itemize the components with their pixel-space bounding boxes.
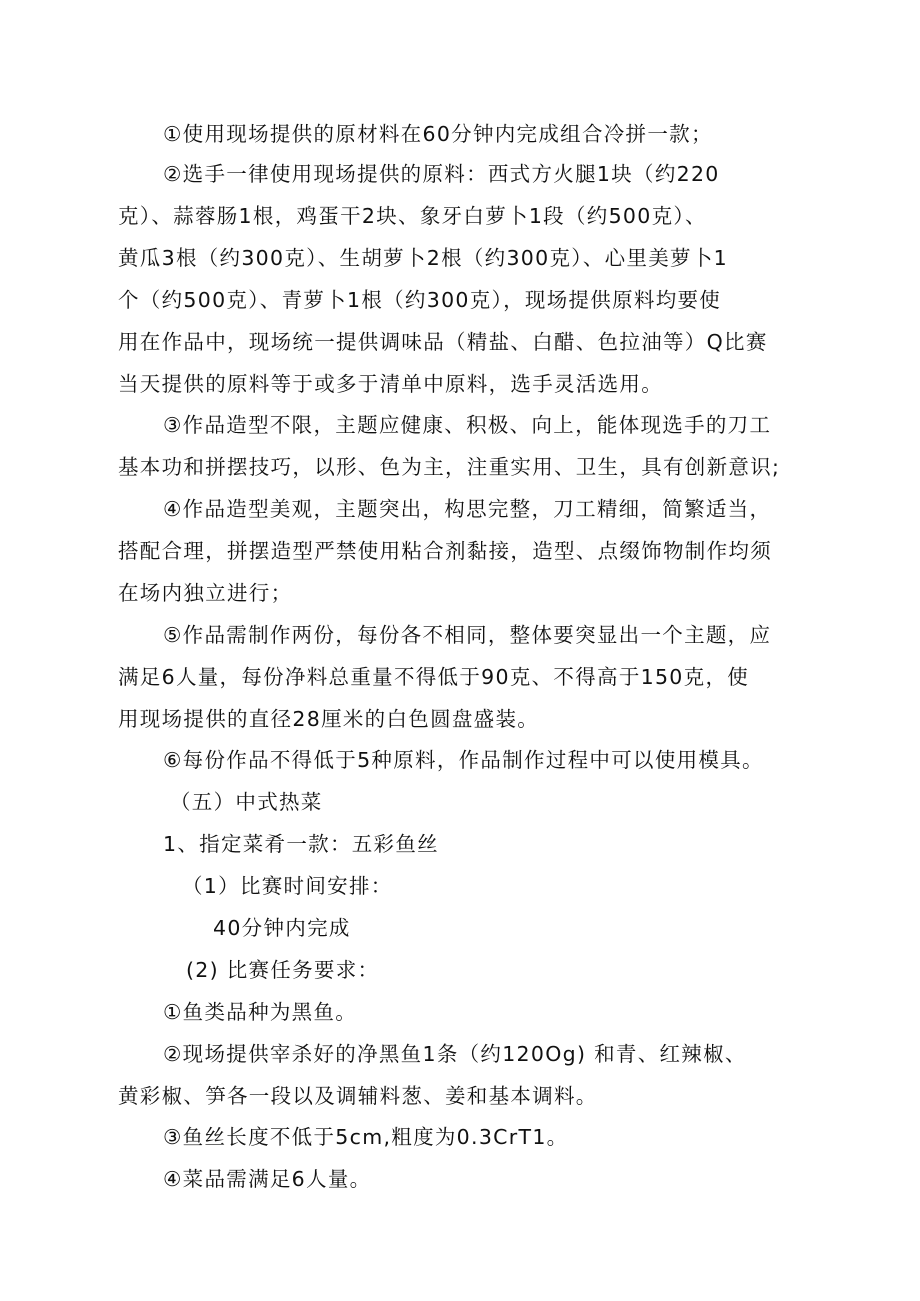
paragraph-line: ④作品造型美观，主题突出，构思完整，刀工精细，简繁适当， [163, 497, 772, 521]
paragraph-line: ①使用现场提供的原材料在60分钟内完成组合冷拼一款； [163, 122, 713, 146]
paragraph-line: ⑤作品需制作两份，每份各不相同，整体要突显出一个主题，应 [163, 623, 772, 647]
requirement-line: ①鱼类品种为黑鱼。 [163, 1000, 358, 1024]
sub-heading: （1）比赛时间安排： [182, 874, 393, 898]
paragraph-line: 在场内独立进行； [118, 581, 293, 605]
paragraph-line: 黄瓜3根（约300克）、生胡萝卜2根（约300克）、心里美萝卜1 [118, 246, 728, 270]
paragraph-line: 用在作品中，现场统一提供调味品（精盐、白醋、色拉油等）Q比赛 [118, 330, 768, 354]
requirement-line: ④菜品需满足6人量。 [163, 1167, 372, 1191]
paragraph-line: 克）、蒜蓉肠1根，鸡蛋干2块、象牙白萝卜1段（约500克）、 [118, 204, 707, 228]
paragraph-line: 搭配合理，拼摆造型严禁使用粘合剂黏接，造型、点缀饰物制作均须 [118, 539, 772, 563]
paragraph-line: 满足6人量，每份净料总重量不得低于90克、不得高于150克，使 [118, 665, 750, 689]
sub-heading: (2) 比赛任务要求： [186, 958, 380, 982]
paragraph-line: 基本功和拼摆技巧，以形、色为主，注重实用、卫生，具有创新意识; [118, 455, 781, 479]
paragraph-line: 个（约500克）、青萝卜1根（约300克），现场提供原料均要使 [118, 288, 722, 312]
paragraph-line: ⑥每份作品不得低于5种原料，作品制作过程中可以使用模具。 [163, 748, 764, 772]
requirement-line: 黄彩椒、笋各一段以及调辅料葱、姜和基本调料。 [118, 1084, 598, 1108]
requirement-line: ②现场提供宰杀好的净黑鱼1条（约120Og) 和青、红辣椒、 [163, 1042, 747, 1066]
sub-detail: 40分钟内完成 [213, 916, 351, 940]
item-heading: 1、指定菜肴一款：五彩鱼丝 [163, 832, 439, 856]
paragraph-line: 用现场提供的直径28厘米的白色圆盘盛装。 [118, 707, 540, 731]
paragraph-line: ③作品造型不限，主题应健康、积极、向上，能体现选手的刀工 [163, 413, 772, 437]
paragraph-line: ②选手一律使用现场提供的原料：西式方火腿1块（约220 [163, 162, 720, 186]
requirement-line: ③鱼丝长度不低于5cm,粗度为0.3CrT1。 [163, 1125, 569, 1149]
section-heading: （五）中式热菜 [170, 790, 323, 814]
paragraph-line: 当天提供的原料等于或多于清单中原料，选手灵活选用。 [118, 372, 663, 396]
